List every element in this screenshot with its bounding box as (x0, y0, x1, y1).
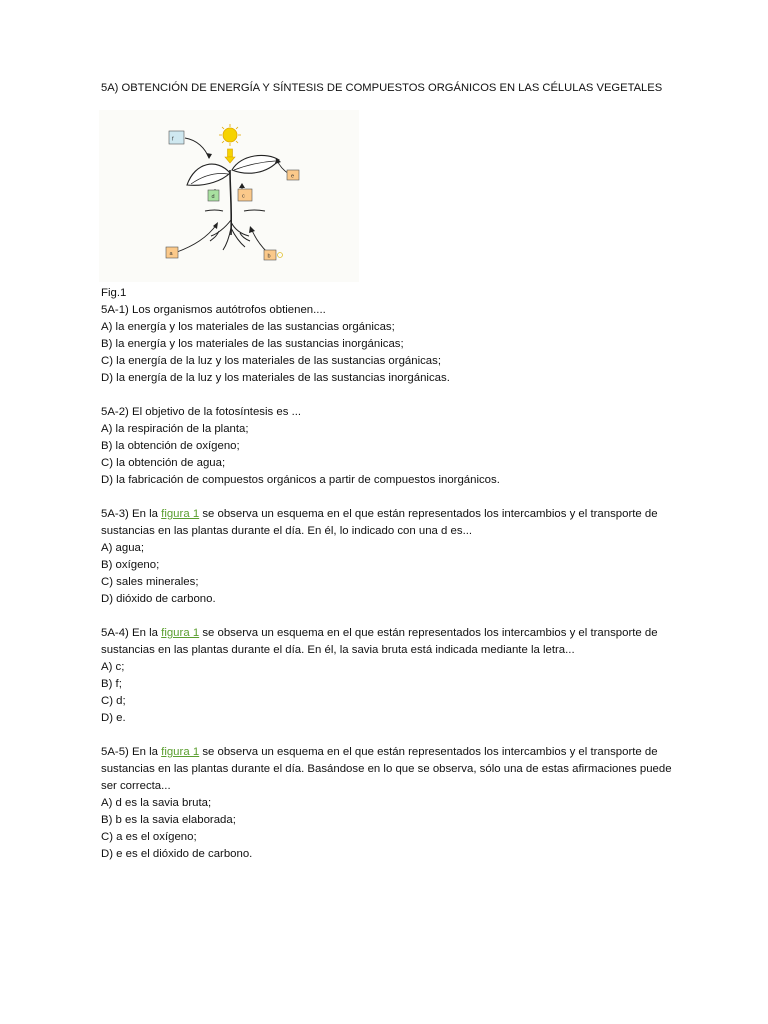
question-stem (101, 744, 721, 761)
questions-body (101, 285, 721, 863)
stem-suffix: se observa un esquema en el que están representados los intercambios y el transporte de (199, 508, 658, 520)
sun-icon (219, 124, 241, 146)
stem-prefix: 5A-3) En la (101, 508, 162, 520)
option-c: C) sales minerales; (101, 576, 199, 588)
label-f: f (172, 136, 174, 143)
question-stem: 5A-1) Los organismos autótrofos obtienen.... (101, 304, 326, 316)
option-d: D) la energía de la luz y los materiales de las sustancias inorgánicas. (101, 372, 450, 384)
stem-suffix: se observa un esquema en el que están representados los intercambios y el transporte de (199, 627, 658, 639)
option-c: C) d; (101, 695, 126, 707)
label-d: d (211, 194, 215, 200)
small-sun-icon (278, 253, 283, 258)
option-d: D) e es el dióxido de carbono. (101, 848, 253, 860)
plant-stem (230, 170, 231, 235)
stem-prefix: 5A-4) En la (101, 627, 162, 639)
option-a: A) c; (101, 661, 125, 673)
option-a: A) la respiración de la planta; (101, 423, 249, 435)
plant-diagram-svg (99, 110, 359, 282)
option-c: C) la obtención de agua; (101, 457, 226, 469)
question-stem (101, 625, 721, 642)
option-b: B) f; (101, 678, 122, 690)
option-b: B) la energía y los materiales de las sustancias inorgánicas; (101, 338, 404, 350)
question-stem-line-2: sustancias en las plantas durante el día. En él, lo indicado con una d es... (101, 525, 473, 537)
option-a: A) agua; (101, 542, 145, 554)
label-b: b (267, 253, 271, 260)
stem-prefix: 5A-5) En la (101, 746, 162, 758)
option-c: C) a es el oxígeno; (101, 831, 197, 843)
option-d: D) e. (101, 712, 126, 724)
option-b: B) b es la savia elaborada; (101, 814, 236, 826)
question-2 (101, 404, 721, 489)
question-stem (101, 506, 721, 523)
option-a: A) la energía y los materiales de las sustancias orgánicas; (101, 321, 395, 333)
question-stem-line-2: sustancias en las plantas durante el día. En él, la savia bruta está indicada mediante la letra... (101, 644, 575, 656)
figure-link[interactable]: figura 1 (161, 746, 200, 758)
question-5 (101, 744, 721, 863)
label-a: a (169, 251, 173, 257)
document-title: 5A) OBTENCIÓN DE ENERGÍA Y SÍNTESIS DE COMPUESTOS ORGÁNICOS EN LAS CÉLULAS VEGETALES (101, 82, 663, 94)
label-c: c (242, 193, 245, 200)
figure-link[interactable]: figura 1 (161, 508, 200, 520)
figure-caption: Fig.1 (101, 287, 127, 299)
stem-suffix: se observa un esquema en el que están representados los intercambios y el transporte de (199, 746, 658, 758)
question-1 (101, 302, 721, 387)
option-b: B) la obtención de oxígeno; (101, 440, 240, 452)
option-d: D) dióxido de carbono. (101, 593, 216, 605)
question-stem: 5A-2) El objetivo de la fotosíntesis es ... (101, 406, 302, 418)
question-stem-line-3: ser correcta... (101, 780, 171, 792)
ground-line (205, 210, 265, 211)
figure-link[interactable]: figura 1 (161, 627, 200, 639)
question-3 (101, 506, 721, 608)
option-c: C) la energía de la luz y los materiales de las sustancias orgánicas; (101, 355, 441, 367)
question-stem-line-2: sustancias en las plantas durante el día. Basándose en lo que se observa, sólo una de estas afirmaciones puede (101, 763, 672, 775)
option-d: D) la fabricación de compuestos orgánicos a partir de compuestos inorgánicos. (101, 474, 500, 486)
flow-arrows (177, 138, 289, 252)
question-4 (101, 625, 721, 727)
label-e: e (291, 173, 295, 180)
plant-diagram (99, 110, 359, 282)
option-b: B) oxígeno; (101, 559, 160, 571)
option-a: A) d es la savia bruta; (101, 797, 212, 809)
light-arrow-icon (225, 149, 235, 163)
right-leaf (232, 155, 279, 173)
